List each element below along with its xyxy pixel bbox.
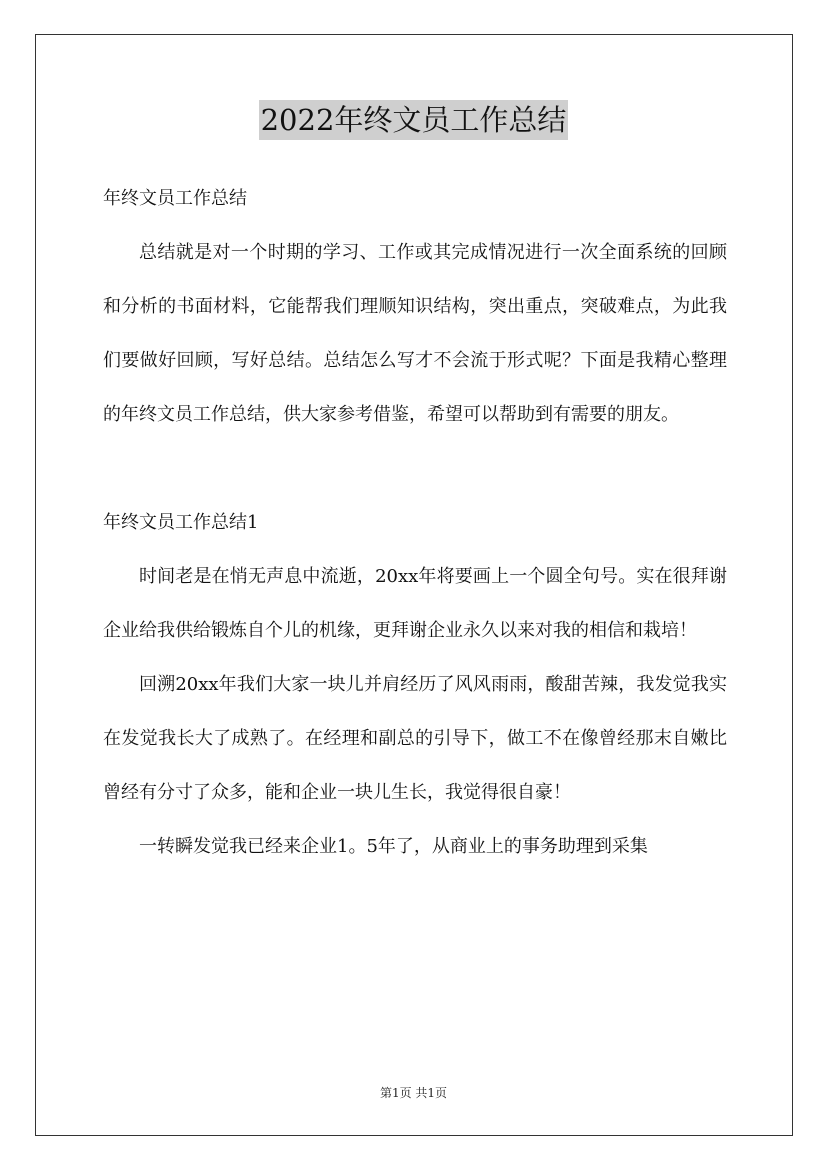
- document-body: [103, 172, 727, 874]
- document-title: 2022年终文员工作总结: [259, 100, 569, 140]
- intro-paragraph: 总结就是对一个时期的学习、工作或其完成情况进行一次全面系统的回顾和分析的书面材料，它能帮我们理顺知识结构，突出重点，突破难点，为此我们要做好回顾，写好总结。总结怎么写才不会流于形式呢？下面是我精心整理的年终文员工作总结，供大家参考借鉴，希望可以帮助到有需要的朋友。: [103, 242, 727, 425]
- title-container: [0, 100, 827, 140]
- section-heading: 年终文员工作总结1: [103, 512, 259, 533]
- page-footer: 第1页 共1页: [379, 1086, 448, 1100]
- body-paragraph-1: 时间老是在悄无声息中流逝，20xx年将要画上一个圆全句号。实在很拜谢企业给我供给锻炼自个儿的机缘，更拜谢企业永久以来对我的相信和栽培！: [103, 566, 727, 641]
- body-paragraph-2: 回溯20xx年我们大家一块儿并肩经历了风风雨雨，酸甜苦辣，我发觉我实在发觉我长大了成熟了。在经理和副总的引导下，做工不在像曾经那末自嫩比曾经有分寸了众多，能和企业一块儿生长，我觉得很自豪！: [103, 674, 727, 803]
- body-paragraph-3: 一转瞬发觉我已经来企业1。5年了，从商业上的事务助理到采集: [139, 836, 648, 857]
- intro-heading: 年终文员工作总结: [103, 188, 247, 209]
- section-spacer: [103, 442, 727, 496]
